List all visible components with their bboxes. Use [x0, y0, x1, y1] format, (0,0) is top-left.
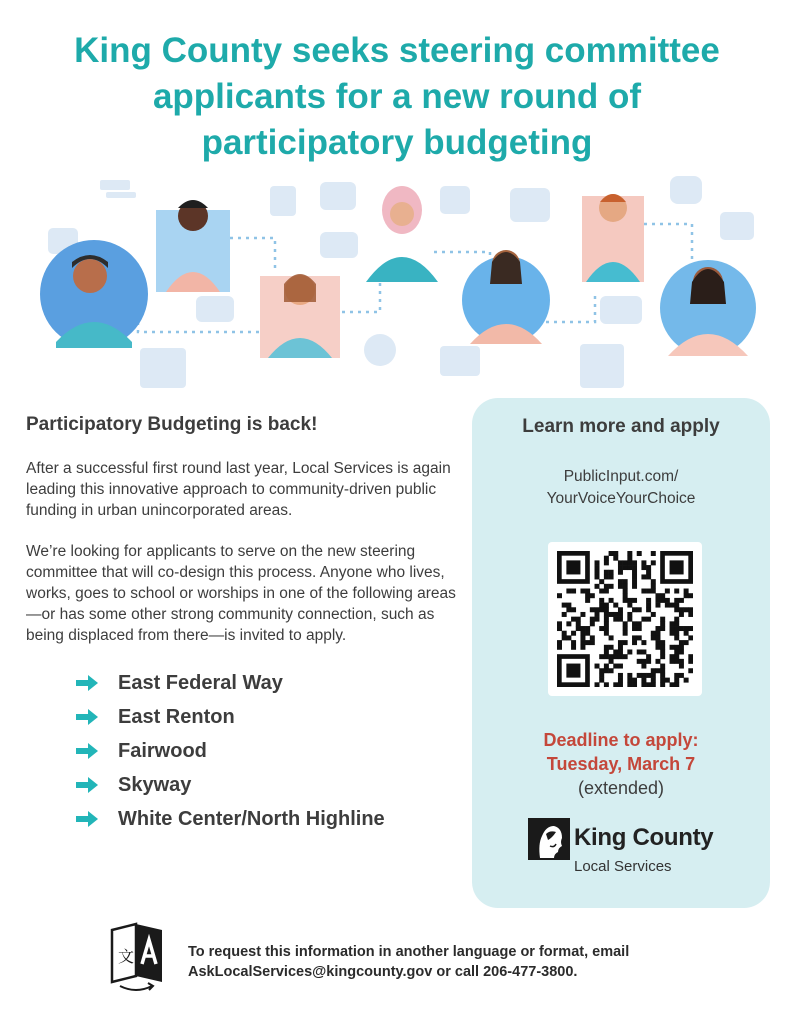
title-line-1: King County seeks steering committee: [74, 31, 720, 70]
title-line-2: applicants for a new round of: [152, 77, 642, 116]
apply-link-line-1[interactable]: PublicInput.com/: [563, 468, 679, 485]
area-name: Fairwood: [118, 739, 207, 762]
translate-icon: [106, 920, 168, 992]
intro-paragraph-2: We’re looking for applicants to serve on the new steering committee that will co-design this process. Anyone who lives, works, goes to school or worships in one of the following areas—or has some other strong community connection, such as being displaced from there—is invited to apply.: [26, 543, 456, 644]
list-item: [26, 666, 456, 700]
intro-heading: Participatory Budgeting is back!: [26, 414, 318, 435]
community-illustration: [20, 172, 774, 400]
apply-link[interactable]: [472, 466, 770, 510]
qr-code: [548, 542, 702, 696]
arrow-right-icon: [74, 707, 100, 727]
logo-subtitle: Local Services: [574, 858, 672, 875]
page-title: [30, 28, 764, 166]
apply-link-line-2[interactable]: YourVoiceYourChoice: [546, 490, 696, 507]
qr-code-pattern: [557, 551, 693, 687]
intro-paragraph-1: After a successful first round last year, Local Services is again leading this innovative approach to community-driven public funding in urban unincorporated areas.: [26, 460, 451, 519]
intro-section: [26, 414, 456, 836]
deadline-note: (extended): [577, 778, 665, 798]
list-item: [26, 734, 456, 768]
area-name: East Renton: [118, 705, 235, 728]
accessibility-note-line-2[interactable]: AskLocalServices@kingcounty.gov or call 206-477-3800.: [188, 964, 578, 980]
arrow-right-icon: [74, 775, 100, 795]
deadline-date: Tuesday, March 7: [546, 754, 696, 774]
arrow-right-icon: [74, 673, 100, 693]
footer: [106, 920, 766, 1000]
king-county-logo-mark: [528, 818, 570, 860]
area-name: Skyway: [118, 773, 192, 796]
king-county-logo: [528, 818, 728, 878]
svg-text:文: 文: [118, 947, 135, 966]
accessibility-note: [188, 942, 629, 982]
accessibility-note-line-1: To request this information in another language or format, email: [188, 944, 630, 960]
areas-list: [26, 666, 456, 836]
arrow-right-icon: [74, 809, 100, 829]
area-name: East Federal Way: [118, 671, 283, 694]
list-item: [26, 768, 456, 802]
arrow-right-icon: [74, 741, 100, 761]
deadline: [472, 728, 770, 800]
logo-name: King County: [574, 824, 714, 851]
area-name: White Center/North Highline: [118, 807, 385, 830]
list-item: [26, 802, 456, 836]
deadline-label: Deadline to apply:: [543, 730, 699, 750]
apply-panel: [472, 398, 770, 908]
title-line-3: participatory budgeting: [201, 123, 593, 162]
panel-heading: Learn more and apply: [522, 416, 720, 437]
list-item: [26, 700, 456, 734]
